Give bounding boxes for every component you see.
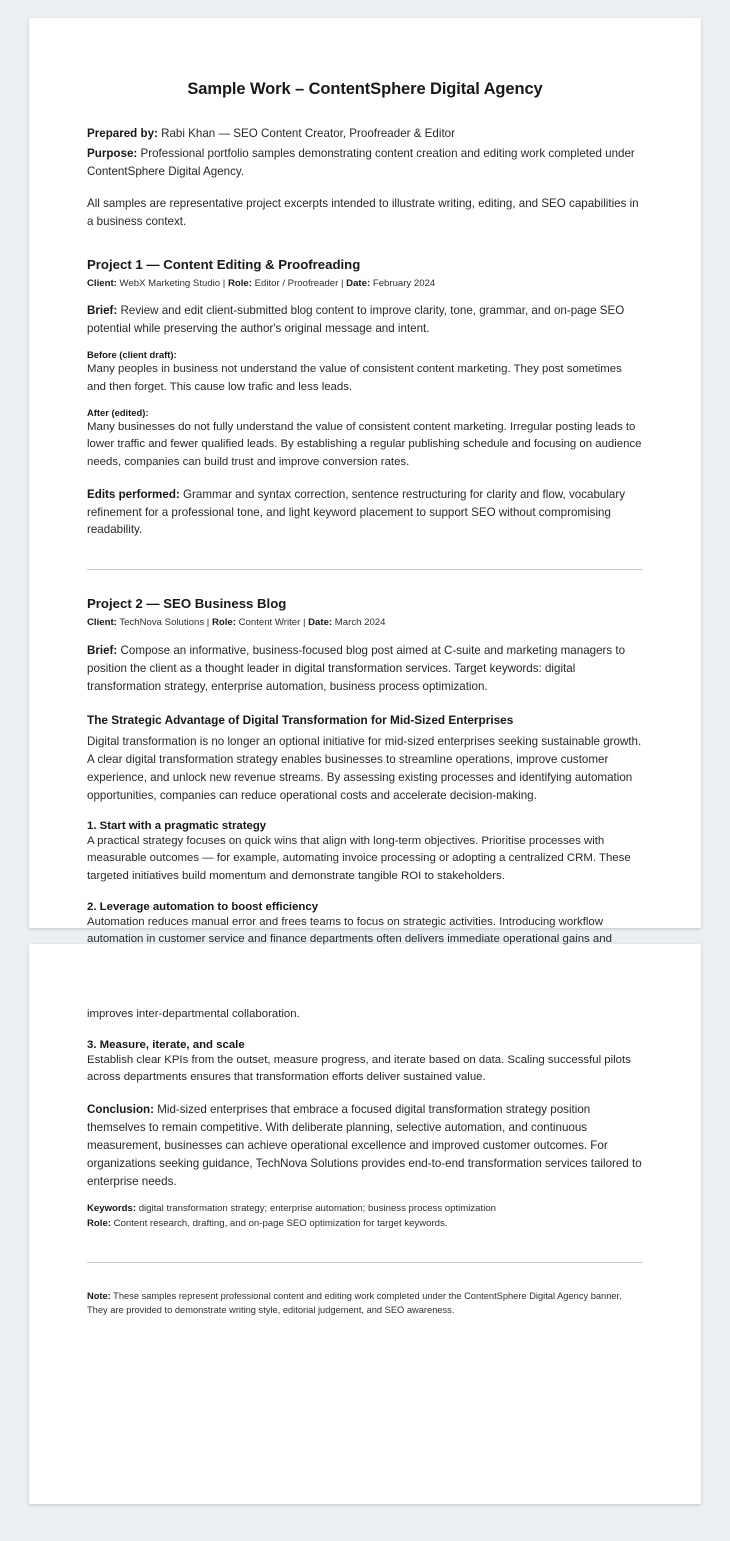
role-label: Role: [211, 617, 236, 629]
date-value: February 2024 [370, 277, 436, 289]
client-value: WebX Marketing Studio | [116, 277, 228, 289]
project-1-meta [87, 277, 643, 291]
role-label: Role: [227, 277, 252, 289]
brief-value: Compose an informative, business-focused blog post aimed at C-suite and marketing managers to position the client as a thought leader in digital transformation services. Target keywords: digital transformation strategy, enterprise automation, business process optimization. [87, 643, 626, 693]
conclusion-value: Mid-sized enterprises that embrace a focused digital transformation strategy position themselves to remain competitive. With deliberate planning, selective automation, and continuous measurement, businesses can achieve operational excellence and improved customer outcomes. For organizations seeking guidance, TechNova Solutions provides end-to-end transformation services tailored to enterprise needs. [87, 1103, 642, 1188]
conclusion [87, 1101, 643, 1191]
brief-label: Brief: [87, 304, 118, 318]
note-value: These samples represent professional content and editing work completed under the ContentSphere Digital Agency banner. They are provided to demonstrate writing style, editorial judgement, and SEO awareness. [87, 1290, 622, 1315]
intro-paragraph: All samples are representative project excerpts intended to illustrate writing, editing, and SEO capabilities in a business context. [87, 196, 639, 228]
date-label: Date: [346, 277, 371, 289]
footer-divider [87, 1262, 643, 1263]
client-label: Client: [87, 277, 117, 289]
project-2-role-line [87, 1217, 643, 1232]
prepared-by-value: Rabi Khan — SEO Content Creator, Proofreader & Editor [157, 127, 455, 140]
point-1-heading: 1. Start with a pragmatic strategy [87, 819, 267, 832]
prepared-by-line [87, 125, 643, 143]
keywords-label: Keywords: [87, 1202, 137, 1214]
keywords-line [87, 1202, 643, 1217]
date-label: Date: [308, 617, 333, 629]
footer-note [87, 1289, 643, 1318]
brief-value: Review and edit client-submitted blog content to improve clarity, tone, grammar, and on-page SEO potential while preserving the author's original message and intent. [87, 304, 625, 336]
date-value: March 2024 [332, 617, 386, 629]
project-2-meta [87, 616, 643, 630]
purpose-value: Professional portfolio samples demonstrating content creation and editing work completed under ContentSphere Digital Agency. [87, 146, 635, 178]
project-2-heading: Project 2 — SEO Business Blog [87, 596, 287, 612]
keywords-value: digital transformation strategy; enterprise automation; business process optimization [136, 1202, 496, 1214]
article-title: The Strategic Advantage of Digital Transformation for Mid-Sized Enterprises [87, 712, 514, 727]
role-label: Role: [87, 1217, 111, 1229]
client-value: TechNova Solutions | [116, 617, 212, 629]
page-title: Sample Work – ContentSphere Digital Agency [187, 80, 543, 98]
article-intro: Digital transformation is no longer an optional initiative for mid-sized enterprises seeking sustainable growth. A clear digital transformation strategy enables businesses to streamline operations, improve customer experience, and unlock new revenue streams. By assessing existing processes and identifying automation opportunities, companies can reduce operational costs and accelerate decision-making. [87, 734, 642, 802]
edits-label: Edits performed: [87, 487, 180, 501]
section-divider [87, 569, 643, 570]
role-value: Content Writer | [235, 617, 309, 629]
purpose-label: Purpose: [87, 146, 138, 160]
edits-performed [87, 486, 643, 540]
after-text: Many businesses do not fully understand the value of consistent content marketing. Irregular posting leads to lower traffic and fewer qualified leads. By establishing a regular publishing schedule and focusing on audience needs, companies can build trust and improve conversion rates. [87, 420, 642, 468]
purpose-line [87, 145, 643, 181]
role-value: Content research, drafting, and on-page SEO optimization for target keywords. [110, 1217, 448, 1229]
after-label: After (edited): [87, 406, 149, 418]
prepared-by-label: Prepared by: [87, 127, 158, 140]
document-page-2 [29, 944, 701, 1504]
role-value: Editor / Proofreader | [251, 277, 347, 289]
conclusion-label: Conclusion: [87, 1103, 154, 1117]
project-2-brief [87, 642, 643, 696]
point-1-text: A practical strategy focuses on quick wins that align with long-term objectives. Prioritise processes with measurable outcomes — for example, automating invoice processing or adopting a centralized CRM. These targeted initiatives build momentum and demonstrate tangible ROI to stakeholders. [87, 834, 631, 882]
edits-value: Grammar and syntax correction, sentence restructuring for clarity and flow, vocabulary refinement for a professional tone, and light keyword placement to support SEO without compromising readability. [87, 487, 626, 537]
point-2-text: Automation reduces manual error and frees teams to focus on strategic activities. Introducing workflow automation in customer service and finance departments often delivers immediate operational gains and [87, 915, 612, 946]
client-label: Client: [87, 617, 117, 629]
document-page-1 [29, 18, 701, 946]
before-label: Before (client draft): [87, 349, 177, 361]
point-2-text-continued: improves inter-departmental collaboration. [87, 1008, 300, 1020]
project-1-heading: Project 1 — Content Editing & Proofreading [87, 256, 361, 272]
point-3-text: Establish clear KPIs from the outset, measure progress, and iterate based on data. Scaling successful pilots across departments ensures that transformation efforts deliver sustained value. [87, 1053, 631, 1084]
before-text: Many peoples in business not understand the value of consistent content marketing. They post sometimes and then forget. This cause low trafic and less leads. [87, 363, 622, 393]
note-label: Note: [87, 1290, 111, 1301]
project-1-brief [87, 302, 643, 338]
point-2-heading: 2. Leverage automation to boost efficiency [87, 900, 319, 913]
point-3-heading: 3. Measure, iterate, and scale [87, 1038, 245, 1051]
brief-label: Brief: [87, 643, 118, 657]
